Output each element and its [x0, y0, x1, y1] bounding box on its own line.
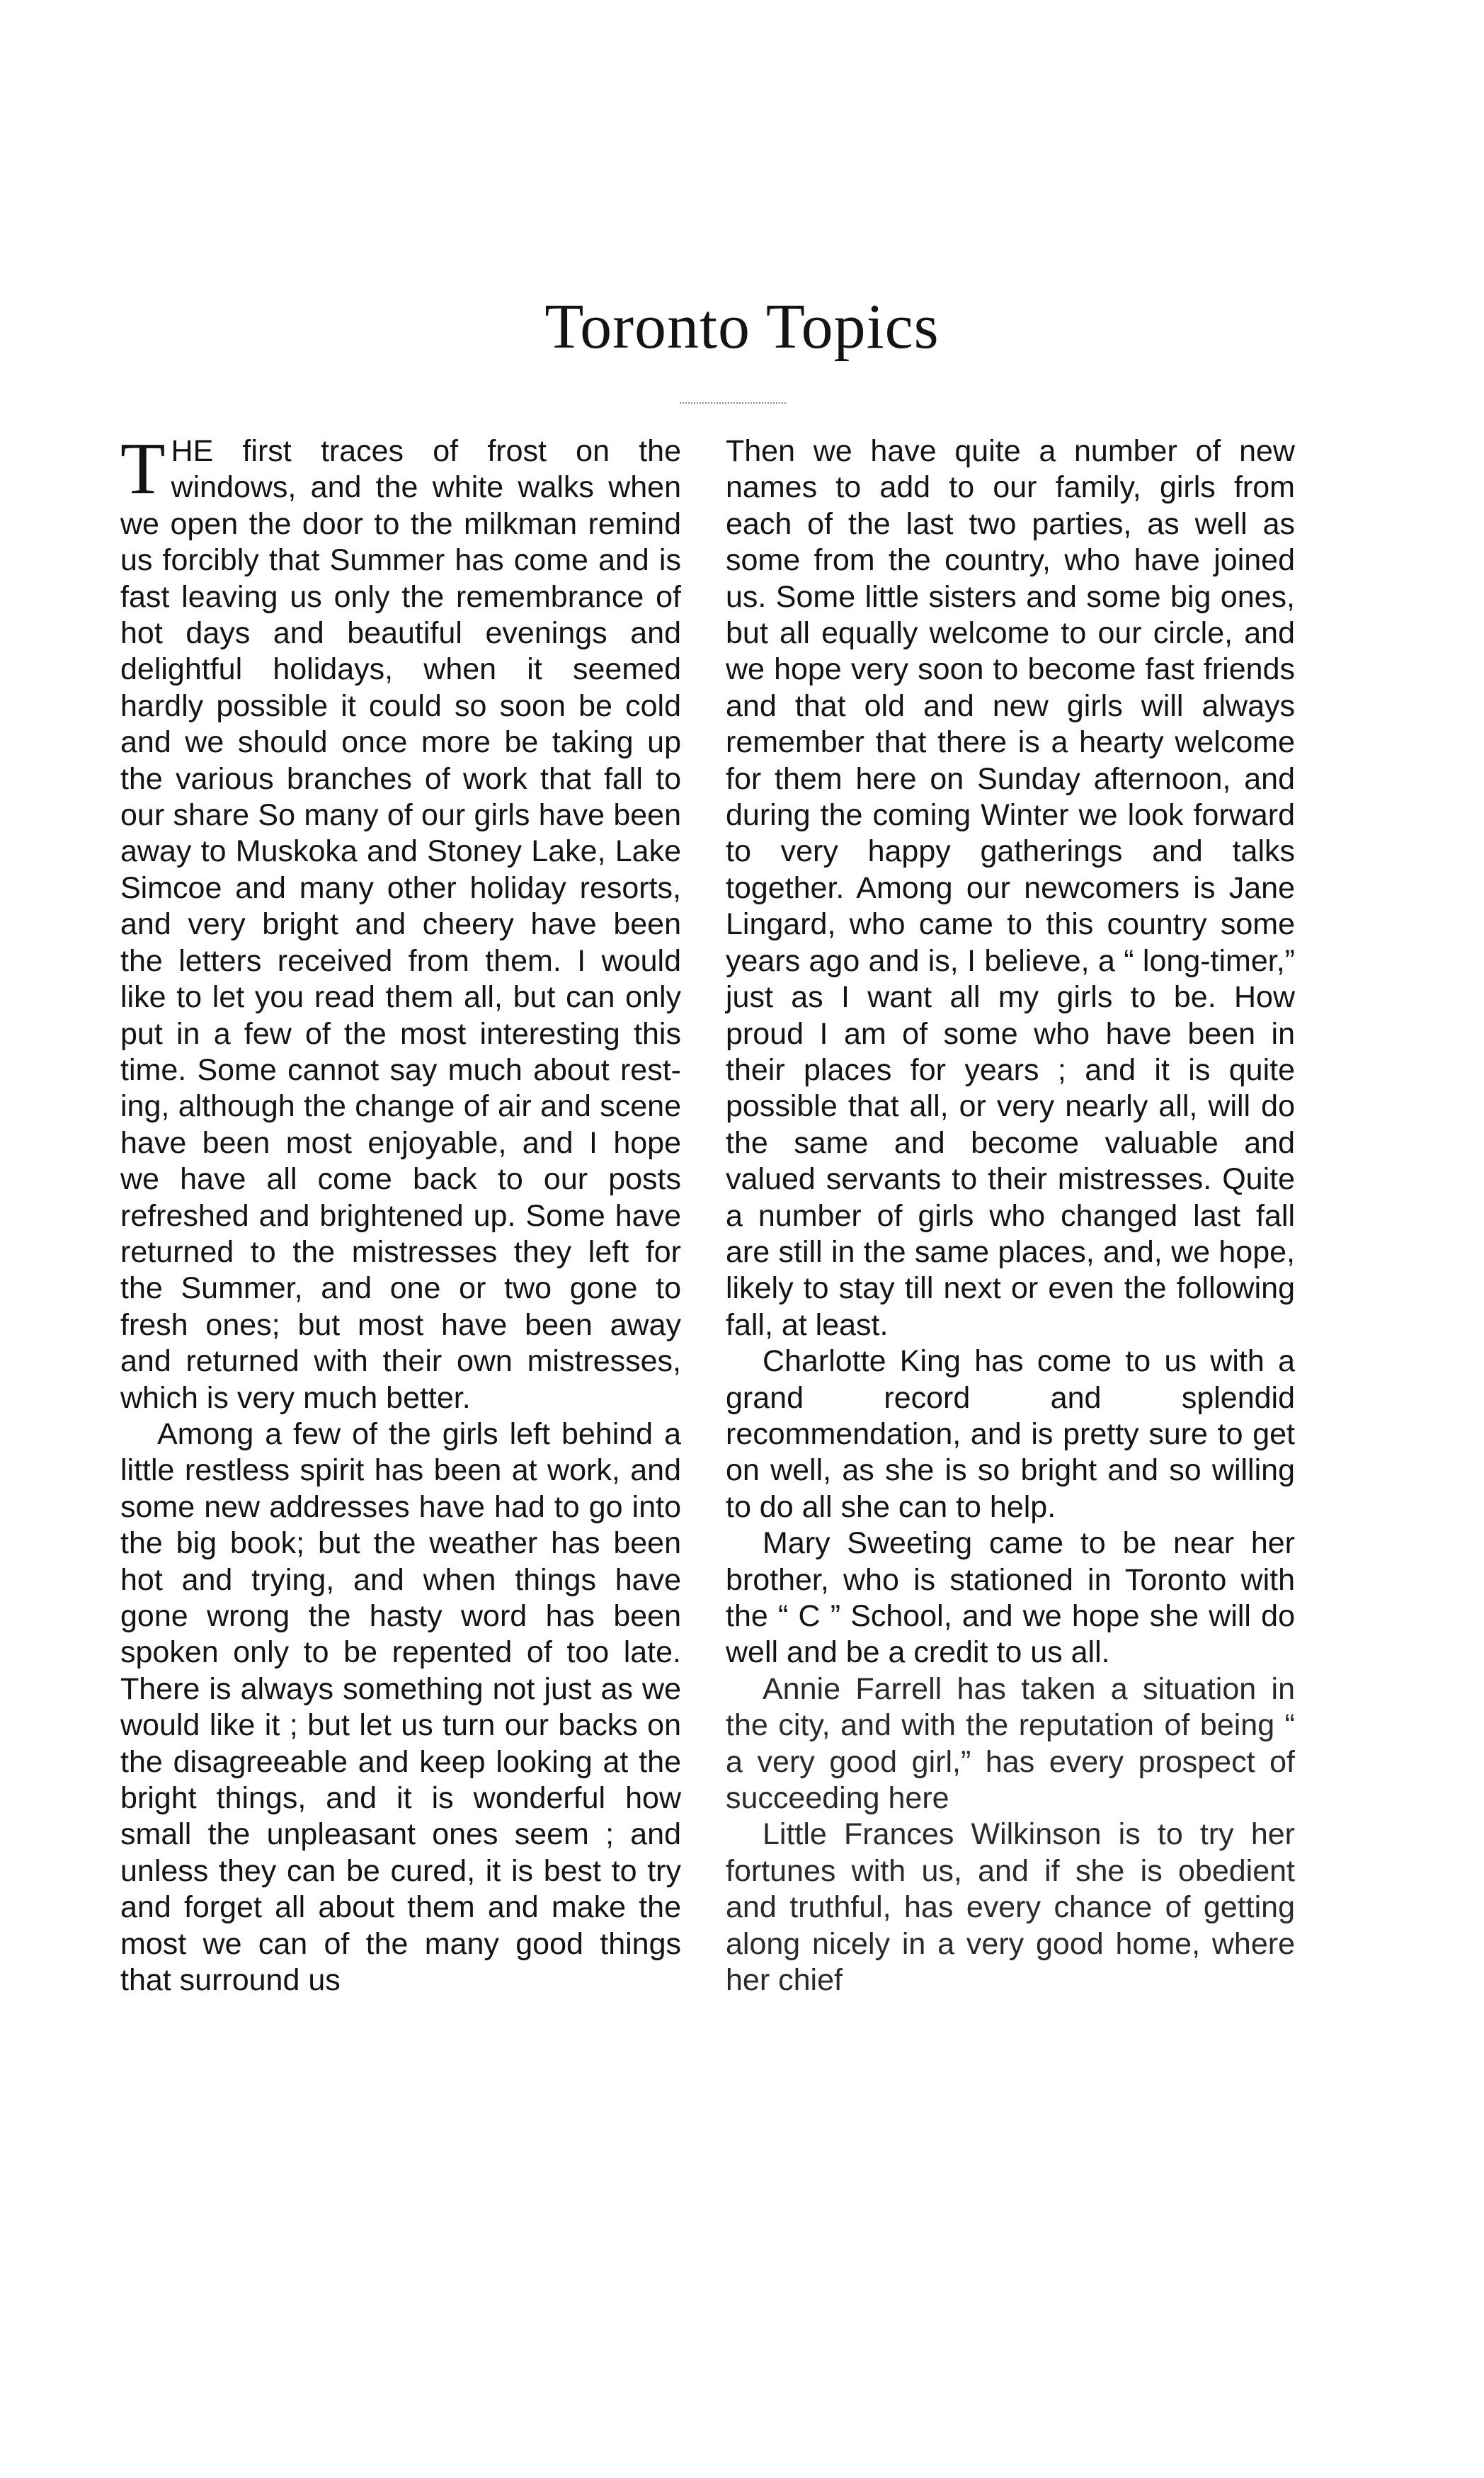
right-paragraph-4: Annie Farrell has taken a situation in the city, and with the reputation of being “ a very good girl,” has every prospect of succeeding here	[726, 1671, 1295, 1816]
left-paragraph-1-text: HE first traces of frost on the windows, and the white walks when we open the door to the milkman remind us forcibly that Summer has come and is fast leaving us only the remembrance of hot days and beautiful evenings and delightful holidays, when it seemed hardly possible it could so soon be cold and we should once more be taking up the various branches of work that fall to our share So many of our girls have been away to Muskoka and Stoney Lake, Lake Simcoe and many other holiday resorts, and very bright and cheery have been the letters received from them. I would like to let you read them all, but can only put in a few of the most interesting this time. Some cannot say much about resting, although the change of air and scene have been most enjoyable, and I hope we have all come back to our posts refreshed and brightened up. Some have returned to the mistresses they left for the Summer, and one or two gone to fresh ones; but most have been away and returned with their own mistresses, which is very much better.	[120, 434, 681, 1415]
right-paragraph-3: Mary Sweeting came to be near her brother, who is stationed in Toronto with the “ C ” School, and we hope she will do well and be a credit to us all.	[726, 1526, 1295, 1670]
left-paragraph-2: Among a few of the girls left behind a little restless spirit has been at work, and some new addresses have had to go into the big book; but the weather has been hot and trying, and when things have gone wrong the hasty word has been spoken only to be repented of too late. There is always something not just as we would like it ; but let us turn our backs on the disagreeable and keep looking at the bright things, and it is wonderful how small the unpleasant ones seem ; and unless they can be cured, it is best to try and forget all about them and make the most we can of the many good things that surround us	[120, 1416, 681, 1998]
left-paragraph-1	[120, 428, 681, 1416]
right-paragraph-2: Charlotte King has come to us with a grand record and splendid recommendation, and is pretty sure to get on well, as she is so bright and so willing to do all she can to help.	[726, 1344, 1295, 1524]
title-ornament-rule	[680, 402, 786, 405]
page-title: Toronto Topics	[544, 292, 940, 362]
right-column	[726, 433, 1295, 1999]
drop-cap: T	[120, 428, 166, 509]
right-paragraph-1: Then we have quite a number of new names to add to our family, girls from each of the last two parties, as well as some from the country, who have joined us. Some little sisters and some big ones, but all equally welcome to our circle, and we hope very soon to become fast friends and that old and new girls will always remember that there is a hearty welcome for them here on Sunday afternoon, and during the coming Winter we look forward to very happy gatherings and talks together. Among our newcomers is Jane Lingard, who came to this country some years ago and is, I believe, a “ long-timer,” just as I want all my girls to be. How proud I am of some who have been in their places for years ; and it is quite possible that all, or very nearly all, will do the same and become valuable and valued servants to their mistresses. Quite a number of girls who changed last fall are still in the same places, and, we hope, likely to stay till next or even the following fall, at least.	[726, 434, 1295, 1342]
right-paragraph-5: Little Frances Wilkinson is to try her fortunes with us, and if she is obedient and truthful, has every chance of getting along nicely in a very good home, where her chief	[726, 1817, 1295, 1998]
left-column	[120, 428, 681, 1999]
